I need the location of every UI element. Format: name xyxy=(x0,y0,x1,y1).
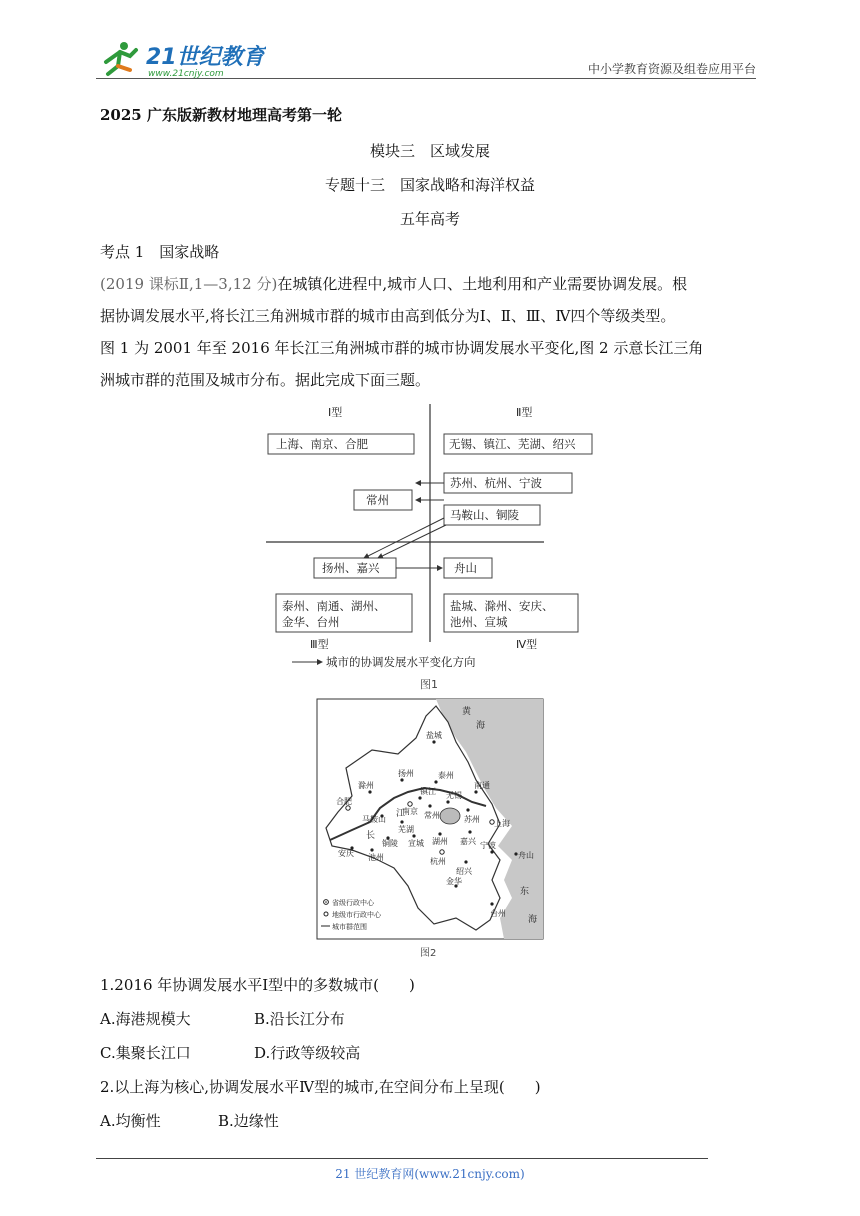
sea-label: 黄 xyxy=(462,707,472,717)
city-label: 扬州 xyxy=(398,769,414,778)
city-label: 池州 xyxy=(368,853,384,862)
city-label: 金华 xyxy=(446,877,462,886)
city-label: 宁波 xyxy=(480,841,496,850)
city-label: 嘉兴 xyxy=(460,837,476,846)
intro-paragraph xyxy=(100,268,764,396)
option-d: D.行政等级较高 xyxy=(254,1044,361,1062)
legend-item: 地级市行政中心 xyxy=(332,911,381,919)
legend-text: 城市的协调发展水平变化方向 xyxy=(326,655,476,669)
logo-url: www.21cnjy.com xyxy=(148,69,224,79)
sea-label: 东 xyxy=(520,887,530,897)
city-label: 铜陵 xyxy=(382,839,398,848)
city-label: 舟山 xyxy=(518,851,534,860)
sea-label: 海 xyxy=(476,721,486,731)
option-b: B.沿长江分布 xyxy=(254,1010,345,1028)
city-label: 盐城 xyxy=(426,731,442,740)
box-text: 无锡、镇江、芜湖、绍兴 xyxy=(449,437,576,451)
city-label: 苏州 xyxy=(464,815,480,824)
box-text: 盐城、滁州、安庆、 xyxy=(450,599,554,613)
intro-line: 洲城市群的范围及城市分布。据此完成下面三题。 xyxy=(100,371,431,389)
legend-item: 省级行政中心 xyxy=(332,899,374,907)
city-label: 台州 xyxy=(490,909,506,918)
river-label: 江 xyxy=(396,809,406,819)
city-label: 芜湖 xyxy=(398,825,414,834)
box-text: 泰州、南通、湖州、 xyxy=(282,599,386,613)
figure-1-caption: 图1 xyxy=(420,678,438,691)
city-label: 宣城 xyxy=(408,839,424,848)
box-text: 苏州、杭州、宁波 xyxy=(450,476,542,490)
city-label: 绍兴 xyxy=(456,867,472,876)
runner-logo-icon xyxy=(106,42,136,74)
figure-1-diagram xyxy=(266,400,600,696)
figure-2-caption: 图2 xyxy=(420,948,437,959)
module-title: 模块三 区域发展 xyxy=(369,142,490,160)
legend-item: 城市群范围 xyxy=(332,923,367,931)
city-label: 杭州 xyxy=(430,857,446,866)
doc-title: 2025 广东版新教材地理高考第一轮 xyxy=(100,106,342,124)
city-label: 湖州 xyxy=(432,837,448,846)
city-label: 上海 xyxy=(494,819,510,828)
option-a: A.均衡性 xyxy=(100,1112,161,1130)
city-label: 安庆 xyxy=(338,849,354,858)
figure-2-map xyxy=(316,698,544,960)
city-label: 南京 xyxy=(402,807,418,816)
type-iv-label: Ⅳ型 xyxy=(516,638,538,651)
footer-link[interactable]: 21 世纪教育网(www.21cnjy.com) xyxy=(335,1167,525,1181)
section-title: 五年高考 xyxy=(399,210,460,228)
city-label: 无锡 xyxy=(446,791,462,800)
topic-title: 专题十三 国家战略和海洋权益 xyxy=(324,176,535,194)
intro-line: 图 1 为 2001 年至 2016 年长江三角洲城市群的城市协调发展水平变化,图 2 示意长江三角 xyxy=(100,339,704,357)
box-text: 舟山 xyxy=(454,561,477,575)
logo-text: 21世纪教育 xyxy=(146,45,265,70)
option-c: C.集聚长江口 xyxy=(100,1044,191,1062)
intro-line: 据协调发展水平,将长江三角洲城市群的城市由高到低分为Ⅰ、Ⅱ、Ⅲ、Ⅳ四个等级类型。 xyxy=(100,307,676,325)
city-label: 常州 xyxy=(424,811,440,820)
city-label: 镇江 xyxy=(420,787,436,796)
river-label: 长 xyxy=(366,831,376,841)
city-label: 泰州 xyxy=(438,771,454,780)
option-b: B.边缘性 xyxy=(218,1112,279,1130)
type-ii-label: Ⅱ型 xyxy=(516,406,533,419)
knowledge-point: 考点 1 国家战略 xyxy=(100,243,220,261)
question-1: 1.2016 年协调发展水平Ⅰ型中的多数城市( ) xyxy=(100,976,415,994)
intro-line: 在城镇化进程中,城市人口、土地利用和产业需要协调发展。根 xyxy=(277,275,688,293)
sea-label: 海 xyxy=(528,915,538,925)
type-iii-label: Ⅲ型 xyxy=(310,638,329,651)
header-platform-text: 中小学教育资源及组卷应用平台 xyxy=(587,62,756,76)
taihu-lake xyxy=(440,808,460,824)
question-source: (2019 课标Ⅱ,1—3,12 分) xyxy=(100,275,278,293)
footer-divider xyxy=(96,1158,708,1159)
type-i-label: Ⅰ型 xyxy=(328,406,343,419)
arrow-maanshan-down-2 xyxy=(364,518,444,558)
box-text: 扬州、嘉兴 xyxy=(322,561,380,575)
header-divider xyxy=(96,78,756,79)
city-label: 马鞍山 xyxy=(362,815,386,824)
question-2: 2.以上海为核心,协调发展水平Ⅳ型的城市,在空间分布上呈现( ) xyxy=(100,1078,541,1096)
box-text: 马鞍山、铜陵 xyxy=(450,508,519,522)
city-label: 滁州 xyxy=(358,781,374,790)
city-label: 南通 xyxy=(474,781,490,790)
site-logo xyxy=(96,40,266,80)
box-text: 常州 xyxy=(366,493,389,507)
box-text: 金华、台州 xyxy=(282,615,340,629)
city-label: 合肥 xyxy=(336,797,352,806)
option-a: A.海港规模大 xyxy=(100,1010,191,1028)
box-text: 上海、南京、合肥 xyxy=(276,437,368,451)
box-text: 池州、宣城 xyxy=(450,615,508,629)
